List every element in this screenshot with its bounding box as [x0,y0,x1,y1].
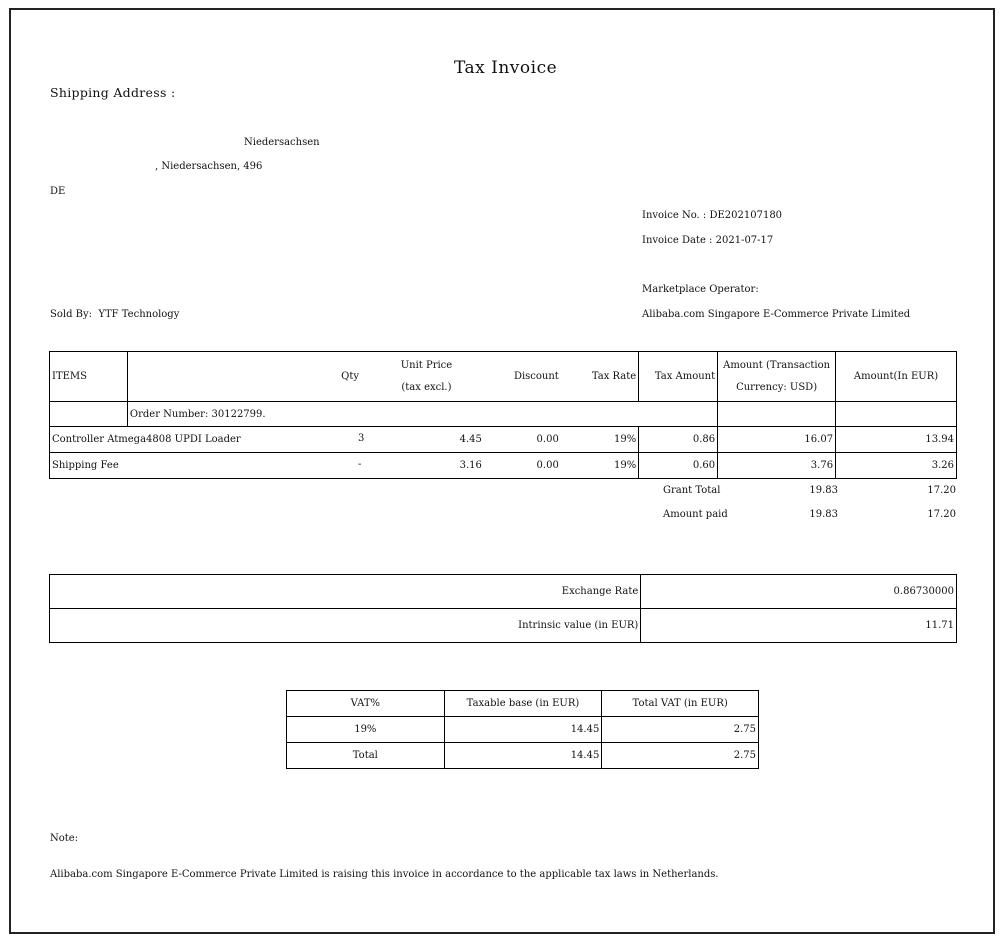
items-header-row [50,352,957,402]
vat-base: 14.45 [444,743,602,769]
item-qty: 3 [358,433,365,444]
vat-header-total: Total VAT (in EUR) [602,691,759,717]
header-unit-price-line1: Unit Price [400,359,453,371]
sold-by [50,309,179,320]
item-tax-amount: 0.60 [639,453,718,479]
item-unit-price: 4.45 [369,427,484,453]
vat-table [286,690,759,769]
vat-total: 2.75 [602,717,759,743]
order-number-spacer [50,402,128,427]
header-amount-eur: Amount(In EUR) [836,352,957,402]
vat-rate: Total [287,743,445,769]
vat-rate: 19% [287,717,445,743]
item-amount-eur: 13.94 [836,427,957,453]
sold-by-name: YTF Technology [98,309,180,320]
table-row [50,453,957,479]
vat-header-row [287,691,759,717]
grant-total-eur: 17.20 [927,485,956,496]
order-number: Order Number: 30122799. [127,402,717,427]
item-discount: 0.00 [484,453,561,479]
item-tax-rate: 19% [561,453,639,479]
shipping-address-line1: Niedersachsen [244,137,320,148]
header-qty: Qty [127,352,369,402]
header-amount-usd-line1: Amount (Transaction [723,359,831,371]
order-number-row [50,402,957,427]
items-table [49,351,957,479]
item-discount: 0.00 [484,427,561,453]
item-name: Shipping Fee [50,453,370,479]
invoice-date-label: Invoice Date : [642,235,713,246]
header-items: ITEMS [50,352,128,402]
sold-by-label: Sold By: [50,309,93,320]
order-number-empty-usd [718,402,836,427]
header-amount-usd-line2: Currency: USD) [736,381,818,393]
item-name: Controller Atmega4808 UPDI Loader [50,427,370,453]
amount-paid-label: Amount paid [663,509,728,520]
grant-total-label: Grant Total [663,485,721,496]
item-qty: - [358,459,362,470]
header-discount: Discount [484,352,561,402]
amount-paid-eur: 17.20 [927,509,956,520]
header-tax-amount: Tax Amount [639,352,718,402]
header-tax-rate: Tax Rate [561,352,639,402]
table-row [50,427,957,453]
intrinsic-value-row [50,609,957,643]
grant-total-usd: 19.83 [809,485,838,496]
invoice-date [642,235,773,246]
vat-total: 2.75 [602,743,759,769]
vat-header-base: Taxable base (in EUR) [444,691,602,717]
item-tax-rate: 19% [561,427,639,453]
note-label: Note: [50,833,79,844]
order-number-empty-eur [836,402,957,427]
invoice-number-label: Invoice No. : [642,210,707,221]
item-tax-amount: 0.86 [639,427,718,453]
exchange-rate-value: 0.86730000 [641,575,957,609]
invoice-number [642,210,782,221]
vat-header-rate: VAT% [287,691,445,717]
header-unit-price-line2: (tax excl.) [401,381,452,393]
shipping-country: DE [50,186,66,197]
exchange-rate-row [50,575,957,609]
item-amount-eur: 3.26 [836,453,957,479]
exchange-table [49,574,957,643]
shipping-address-label: Shipping Address : [50,85,176,100]
table-row [287,717,759,743]
intrinsic-value-label: Intrinsic value (in EUR) [50,609,641,643]
item-amount-usd: 16.07 [718,427,836,453]
page-title: Tax Invoice [454,58,558,78]
invoice-number-value: DE202107180 [709,210,783,221]
intrinsic-value: 11.71 [641,609,957,643]
amount-paid-usd: 19.83 [809,509,838,520]
note-text: Alibaba.com Singapore E-Commerce Private Limited is raising this invoice in accordance to the applicable tax laws in Netherlands. [50,869,719,880]
vat-base: 14.45 [444,717,602,743]
marketplace-operator-name: Alibaba.com Singapore E-Commerce Private Limited [642,309,911,320]
exchange-rate-label: Exchange Rate [50,575,641,609]
header-amount-usd [718,352,836,402]
item-amount-usd: 3.76 [718,453,836,479]
table-row [287,743,759,769]
item-unit-price: 3.16 [369,453,484,479]
shipping-address-line2: , Niedersachsen, 496 [155,161,263,172]
invoice-date-value: 2021-07-17 [715,235,774,246]
header-unit-price [369,352,484,402]
marketplace-operator-label: Marketplace Operator: [642,284,759,295]
